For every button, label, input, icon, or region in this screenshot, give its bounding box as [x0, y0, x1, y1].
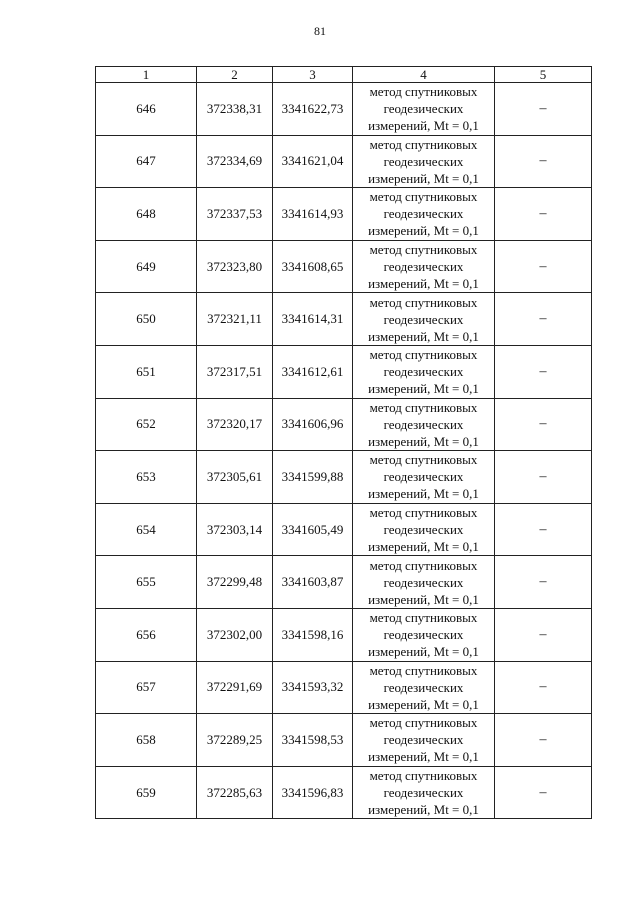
- description-cell: –: [495, 766, 592, 819]
- table-body: [96, 83, 592, 819]
- x-coordinate-cell: 372285,63: [197, 766, 273, 819]
- method-cell: [353, 188, 495, 241]
- x-coordinate-cell: 372334,69: [197, 135, 273, 188]
- method-line: метод спутниковых: [369, 84, 478, 100]
- description-cell: –: [495, 714, 592, 767]
- x-coordinate-cell: 372321,11: [197, 293, 273, 346]
- description-cell: –: [495, 135, 592, 188]
- method-line: измерений, Mt = 0,1: [368, 118, 479, 134]
- y-coordinate-cell: 3341612,61: [273, 345, 353, 398]
- method-line: измерений, Mt = 0,1: [368, 696, 479, 712]
- method-line: метод спутниковых: [369, 505, 478, 521]
- x-coordinate-cell: 372337,53: [197, 188, 273, 241]
- method-cell: [353, 240, 495, 293]
- method-line: геодезических: [383, 259, 464, 275]
- y-coordinate-cell: 3341614,31: [273, 293, 353, 346]
- method-line: измерений, Mt = 0,1: [368, 433, 479, 449]
- method-line: геодезических: [383, 732, 464, 748]
- table-row: [96, 135, 592, 188]
- x-coordinate-cell: 372299,48: [197, 556, 273, 609]
- method-line: метод спутниковых: [369, 557, 478, 573]
- method-line: измерений, Mt = 0,1: [368, 328, 479, 344]
- description-cell: –: [495, 83, 592, 136]
- table-row: [96, 556, 592, 609]
- method-line: метод спутниковых: [369, 715, 478, 731]
- point-number-cell: 650: [96, 293, 197, 346]
- column-header-1: 1: [96, 67, 197, 83]
- table-row: [96, 451, 592, 504]
- method-line: геодезических: [383, 574, 464, 590]
- column-header-4: 4: [353, 67, 495, 83]
- x-coordinate-cell: 372289,25: [197, 714, 273, 767]
- method-line: метод спутниковых: [369, 662, 478, 678]
- y-coordinate-cell: 3341598,16: [273, 608, 353, 661]
- method-line: метод спутниковых: [369, 294, 478, 310]
- y-coordinate-cell: 3341605,49: [273, 503, 353, 556]
- description-cell: –: [495, 451, 592, 504]
- method-cell: [353, 766, 495, 819]
- method-cell: [353, 451, 495, 504]
- x-coordinate-cell: 372323,80: [197, 240, 273, 293]
- point-number-cell: 657: [96, 661, 197, 714]
- method-line: измерений, Mt = 0,1: [368, 276, 479, 292]
- point-number-cell: 655: [96, 556, 197, 609]
- point-number-cell: 653: [96, 451, 197, 504]
- header-row: [96, 67, 592, 83]
- method-line: геодезических: [383, 785, 464, 801]
- description-cell: –: [495, 293, 592, 346]
- x-coordinate-cell: 372303,14: [197, 503, 273, 556]
- method-cell: [353, 556, 495, 609]
- method-cell: [353, 345, 495, 398]
- method-cell: [353, 714, 495, 767]
- method-cell: [353, 293, 495, 346]
- description-cell: –: [495, 661, 592, 714]
- description-cell: –: [495, 240, 592, 293]
- y-coordinate-cell: 3341598,53: [273, 714, 353, 767]
- page-number: 81: [314, 24, 326, 38]
- method-line: геодезических: [383, 416, 464, 432]
- method-line: геодезических: [383, 679, 464, 695]
- method-line: геодезических: [383, 153, 464, 169]
- x-coordinate-cell: 372320,17: [197, 398, 273, 451]
- method-line: геодезических: [383, 522, 464, 538]
- description-cell: –: [495, 345, 592, 398]
- method-line: геодезических: [383, 469, 464, 485]
- table-row: [96, 240, 592, 293]
- method-line: измерений, Mt = 0,1: [368, 170, 479, 186]
- method-line: метод спутниковых: [369, 347, 478, 363]
- table-row: [96, 661, 592, 714]
- method-line: измерений, Mt = 0,1: [368, 486, 479, 502]
- point-number-cell: 651: [96, 345, 197, 398]
- point-number-cell: 646: [96, 83, 197, 136]
- x-coordinate-cell: 372317,51: [197, 345, 273, 398]
- point-number-cell: 658: [96, 714, 197, 767]
- method-line: измерений, Mt = 0,1: [368, 539, 479, 555]
- method-line: измерений, Mt = 0,1: [368, 381, 479, 397]
- y-coordinate-cell: 3341606,96: [273, 398, 353, 451]
- column-header-2: 2: [197, 67, 273, 83]
- y-coordinate-cell: 3341608,65: [273, 240, 353, 293]
- table-row: [96, 345, 592, 398]
- method-cell: [353, 503, 495, 556]
- method-line: измерений, Mt = 0,1: [368, 644, 479, 660]
- point-number-cell: 652: [96, 398, 197, 451]
- y-coordinate-cell: 3341622,73: [273, 83, 353, 136]
- method-line: метод спутниковых: [369, 768, 478, 784]
- table-row: [96, 188, 592, 241]
- description-cell: –: [495, 398, 592, 451]
- method-line: измерений, Mt = 0,1: [368, 802, 479, 818]
- description-cell: –: [495, 188, 592, 241]
- method-line: измерений, Mt = 0,1: [368, 591, 479, 607]
- method-line: метод спутниковых: [369, 452, 478, 468]
- method-line: геодезических: [383, 627, 464, 643]
- point-number-cell: 649: [96, 240, 197, 293]
- point-number-cell: 647: [96, 135, 197, 188]
- method-line: измерений, Mt = 0,1: [368, 749, 479, 765]
- y-coordinate-cell: 3341593,32: [273, 661, 353, 714]
- method-cell: [353, 83, 495, 136]
- method-line: геодезических: [383, 206, 464, 222]
- table-header: [96, 67, 592, 83]
- table-row: [96, 766, 592, 819]
- method-cell: [353, 608, 495, 661]
- coordinates-table: [95, 66, 592, 819]
- x-coordinate-cell: 372302,00: [197, 608, 273, 661]
- column-header-3: 3: [273, 67, 353, 83]
- table-row: [96, 608, 592, 661]
- x-coordinate-cell: 372291,69: [197, 661, 273, 714]
- method-line: геодезических: [383, 364, 464, 380]
- x-coordinate-cell: 372305,61: [197, 451, 273, 504]
- table-row: [96, 714, 592, 767]
- description-cell: –: [495, 503, 592, 556]
- table-row: [96, 503, 592, 556]
- table-row: [96, 398, 592, 451]
- method-line: геодезических: [383, 311, 464, 327]
- method-line: метод спутниковых: [369, 610, 478, 626]
- method-line: метод спутниковых: [369, 399, 478, 415]
- point-number-cell: 654: [96, 503, 197, 556]
- description-cell: –: [495, 608, 592, 661]
- method-cell: [353, 661, 495, 714]
- description-cell: –: [495, 556, 592, 609]
- y-coordinate-cell: 3341621,04: [273, 135, 353, 188]
- y-coordinate-cell: 3341599,88: [273, 451, 353, 504]
- method-cell: [353, 398, 495, 451]
- point-number-cell: 656: [96, 608, 197, 661]
- point-number-cell: 659: [96, 766, 197, 819]
- method-line: геодезических: [383, 101, 464, 117]
- method-cell: [353, 135, 495, 188]
- table-row: [96, 293, 592, 346]
- method-line: метод спутниковых: [369, 136, 478, 152]
- column-header-5: 5: [495, 67, 592, 83]
- table-row: [96, 83, 592, 136]
- x-coordinate-cell: 372338,31: [197, 83, 273, 136]
- y-coordinate-cell: 3341596,83: [273, 766, 353, 819]
- y-coordinate-cell: 3341614,93: [273, 188, 353, 241]
- method-line: метод спутниковых: [369, 189, 478, 205]
- y-coordinate-cell: 3341603,87: [273, 556, 353, 609]
- point-number-cell: 648: [96, 188, 197, 241]
- method-line: метод спутниковых: [369, 242, 478, 258]
- method-line: измерений, Mt = 0,1: [368, 223, 479, 239]
